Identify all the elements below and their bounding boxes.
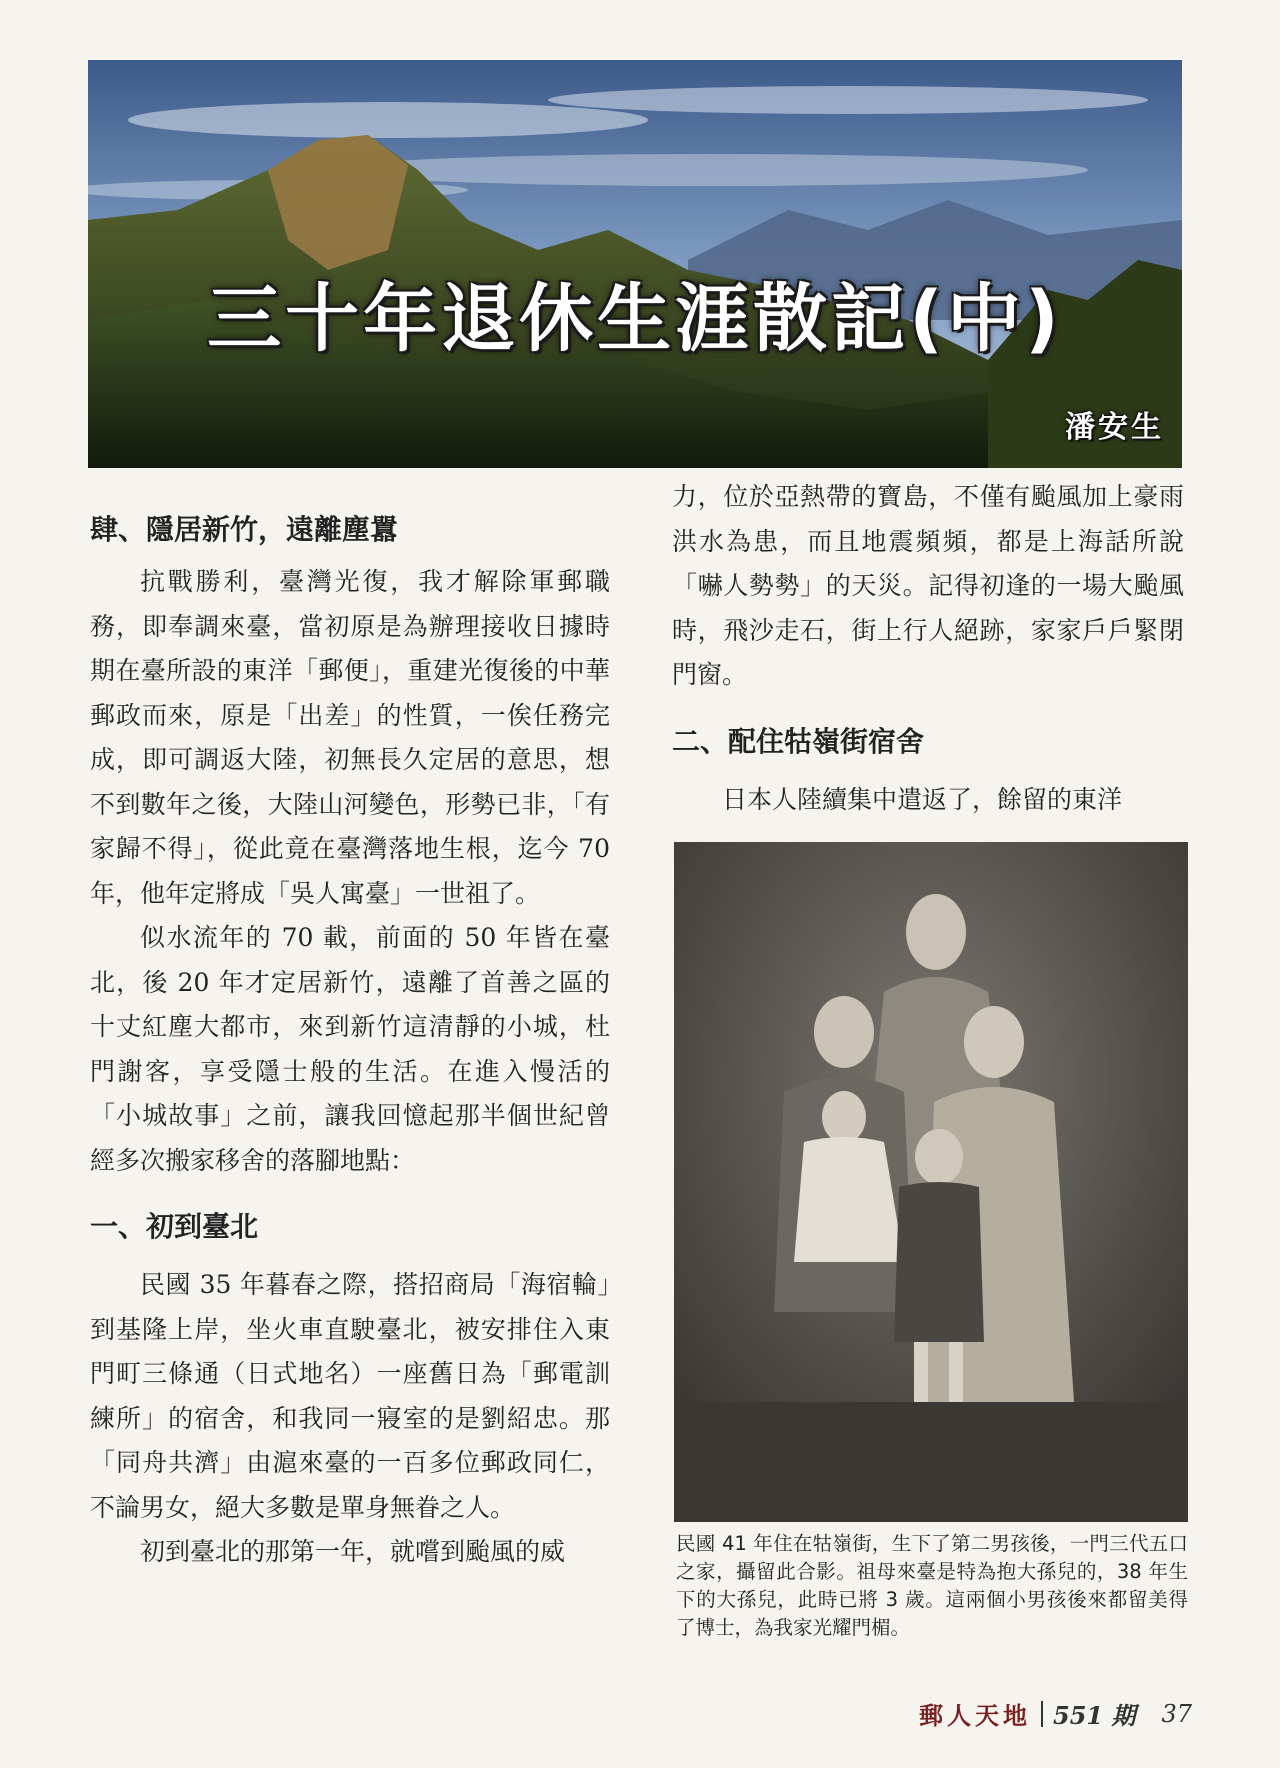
magazine-name: 郵人天地	[919, 1701, 1031, 1730]
page-number: 37	[1161, 1699, 1192, 1728]
page-footer	[919, 1696, 1192, 1731]
photo-caption: 民國 41 年住在牯嶺街，生下了第二男孩後，一門三代五口之家，攝留此合影。祖母來臺是特為抱大孫兒的，38 年生下的大孫兒，此時已將 3 歲。這兩個小男孩後來都留美得了博士，為我家光耀門楣。	[676, 1532, 1188, 1639]
paragraph: 日本人陸續集中遣返了，餘留的東洋	[722, 784, 1123, 814]
family-photo	[674, 842, 1188, 1522]
subsection-heading: 一、初到臺北	[90, 1210, 259, 1243]
left-column	[90, 500, 610, 1575]
family-photo-image	[674, 842, 1188, 1522]
paragraph: 初到臺北的那第一年，就嚐到颱風的威	[140, 1537, 566, 1566]
subsection-heading: 二、配住牯嶺街宿舍	[672, 724, 925, 758]
author-name: 潘安生	[1065, 410, 1164, 445]
footer-divider	[1041, 1701, 1043, 1727]
paragraph: 抗戰勝利，臺灣光復，我才解除軍郵職務，即奉調來臺，當初原是為辦理接收日據時期在臺所設的東洋「郵便」，重建光復後的中華郵政而來，原是「出差」的性質，一俟任務完成，即可調返大陸，初無長久定居的意思，想不到數年之後，大陸山河變色，形勢已非，「有家歸不得」，從此竟在臺灣落地生根，迄今 70 年，他年定將成「吳人寓臺」一世祖了。	[90, 567, 610, 908]
title-banner	[88, 60, 1182, 468]
paragraph: 似水流年的 70 載，前面的 50 年皆在臺北，後 20 年才定居新竹，遠離了首善之區的十丈紅塵大都市，來到新竹這清靜的小城，杜門謝客，享受隱士般的生活。在進入慢活的「小城故事」之前，讓我回憶起那半個世紀曾經多次搬家移舍的落腳地點：	[90, 923, 610, 1175]
paragraph-continued: 力，位於亞熱帶的寶島，不僅有颱風加上豪雨洪水為患，而且地震頻頻，都是上海話所說「嚇人勢勢」的天災。記得初逢的一場大颱風時，飛沙走石，街上行人絕跡，家家戶戶緊閉門窗。	[672, 482, 1184, 689]
paragraph: 民國 35 年暮春之際，搭招商局「海宿輪」到基隆上岸，坐火車直駛臺北，被安排住入東門町三條通（日式地名）一座舊日為「郵電訓練所」的宿舍，和我同一寢室的是劉紹忠。那「同舟共濟」由滬來臺的一百多位郵政同仁，不論男女，絕大多數是單身無眷之人。	[90, 1270, 610, 1522]
section-heading: 肆、隱居新竹，遠離塵囂	[90, 513, 399, 546]
right-column	[672, 475, 1184, 822]
issue-number: 551 期	[1053, 1701, 1136, 1730]
article-title: 三十年退休生涯散記(中)	[207, 276, 1063, 362]
